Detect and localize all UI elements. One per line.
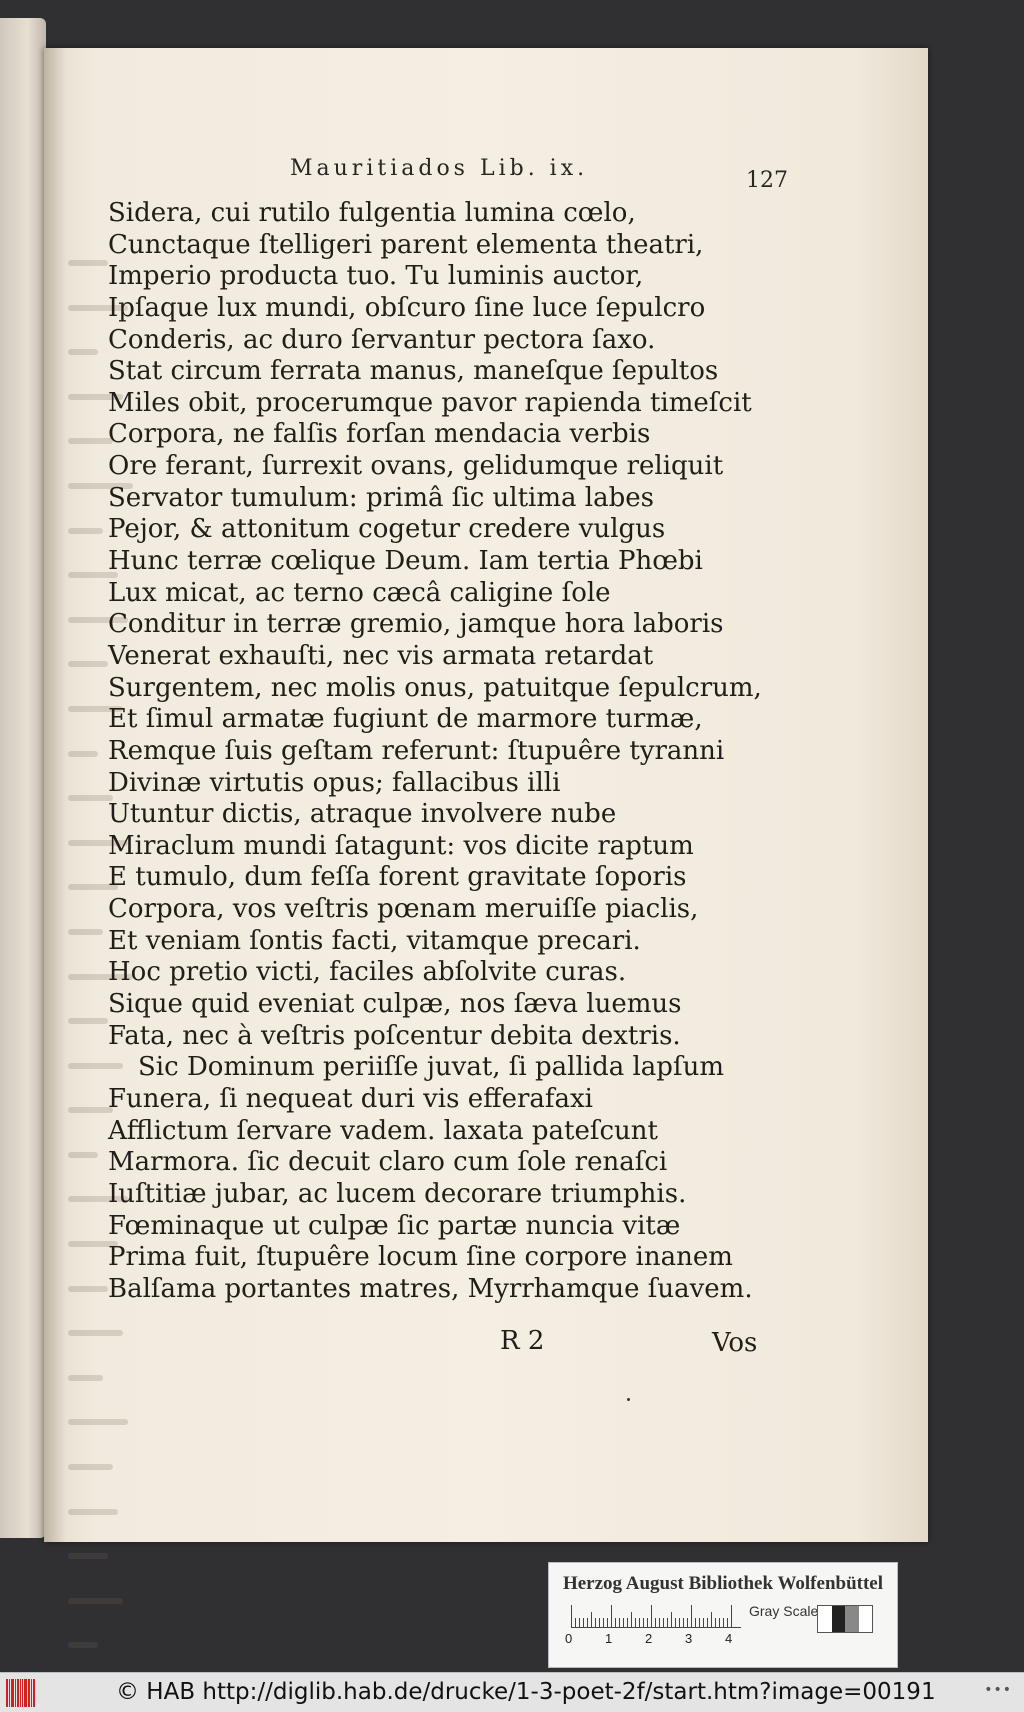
text-line: Conderis, ac duro ſervantur pectora ſaxo. bbox=[108, 324, 656, 355]
text-line: Remque ſuis geſtam referunt: ſtupuêre tyranni bbox=[108, 735, 725, 766]
text-line: Prima fuit, ſtupuêre locum ſine corpore inanem bbox=[108, 1242, 733, 1273]
text-line: Marmora. ſic decuit claro cum ſole renaſci bbox=[108, 1147, 668, 1178]
text-line: Corpora, ne falſis forſan mendacia verbis bbox=[108, 419, 651, 450]
cm-ruler bbox=[571, 1603, 741, 1628]
running-head: Mauritiados Lib. ix. bbox=[290, 156, 589, 181]
poem-text bbox=[108, 198, 768, 1305]
ruler-numbers bbox=[565, 1631, 785, 1649]
text-line: Sic Dominum periiſſe juvat, ſi pallida lapſum bbox=[138, 1052, 724, 1083]
more-dots-icon[interactable]: ••• bbox=[984, 1682, 1012, 1698]
text-line: Iuſtitiæ jubar, ac lucem decorare triumphis. bbox=[108, 1178, 687, 1209]
ruler-number: 0 bbox=[565, 1631, 573, 1646]
text-line: E tumulo, dum feſſa forent gravitate ſoporis bbox=[108, 862, 687, 893]
text-line: Divinæ virtutis opus; fallacibus illi bbox=[108, 767, 561, 798]
text-line: Imperio producta tuo. Tu luminis auctor, bbox=[108, 261, 644, 292]
text-line: Afflictum ſervare vadem. laxata pateſcunt bbox=[108, 1115, 658, 1146]
text-line: Conditur in terræ gremio, jamque hora laboris bbox=[108, 609, 724, 640]
text-line: Et veniam ſontis facti, vitamque precari. bbox=[108, 925, 641, 956]
text-line: Servator tumulum: primâ ſic ultima labes bbox=[108, 482, 654, 513]
ruler-number: 1 bbox=[605, 1631, 613, 1646]
page-number: 127 bbox=[746, 168, 788, 193]
text-line: Ipſaque lux mundi, obſcuro ſine luce ſepulcro bbox=[108, 292, 706, 323]
text-line: Venerat exhauſti, nec vis armata retardat bbox=[108, 640, 654, 671]
status-url-text[interactable]: © HAB http://diglib.hab.de/drucke/1-3-poet-2f/start.htm?image=00191 bbox=[116, 1679, 936, 1705]
text-line: Ore ferant, ſurrexit ovans, gelidumque reliquit bbox=[108, 451, 724, 482]
catchword: Vos bbox=[712, 1328, 758, 1358]
text-line: Et ſimul armatæ fugiunt de marmore turmæ, bbox=[108, 704, 703, 735]
gray-scale-bar bbox=[817, 1605, 873, 1633]
text-line: Fœminaque ut culpæ ſic partæ nuncia vitæ bbox=[108, 1210, 681, 1241]
text-line: Miraclum mundi ſatagunt: vos dicite raptum bbox=[108, 830, 694, 861]
text-line: Utuntur dictis, atraque involvere nube bbox=[108, 799, 617, 830]
text-line: Corpora, vos veſtris pœnam meruiſſe piaclis, bbox=[108, 894, 699, 925]
scale-card-title: Herzog August Bibliothek Wolfenbüttel bbox=[562, 1573, 884, 1594]
gutter-shadow bbox=[44, 48, 66, 1542]
text-line: Balſama portantes matres, Myrrhamque ſuavem. bbox=[108, 1273, 753, 1304]
text-line: Pejor, & attonitum cogetur credere vulgus bbox=[108, 514, 666, 545]
text-line: Stat circum ferrata manus, maneſque ſepultos bbox=[108, 356, 719, 387]
ruler-number: 3 bbox=[685, 1631, 693, 1646]
text-line: Sique quid eveniat culpæ, nos ſæva luemus bbox=[108, 989, 682, 1020]
ruler-number: 2 bbox=[645, 1631, 653, 1646]
facing-page-edge bbox=[0, 18, 46, 1538]
signature-mark: R 2 bbox=[500, 1326, 545, 1356]
text-line: Hunc terræ cœlique Deum. Iam tertia Phœbi bbox=[108, 546, 703, 577]
status-bar bbox=[0, 1672, 1024, 1712]
text-line: Hoc pretio victi, faciles abſolvite curas. bbox=[108, 957, 627, 988]
text-line: Sidera, cui rutilo fulgentia lumina cœlo, bbox=[108, 198, 636, 228]
text-line: Lux micat, ac terno cæcâ caligine ſole bbox=[108, 577, 611, 608]
text-line: Funera, ſi nequeat duri vis efferafaxi bbox=[108, 1083, 593, 1114]
text-line: Surgentem, nec molis onus, patuitque ſepulcrum, bbox=[108, 672, 762, 703]
text-line: Fata, nec à veſtris poſcentur debita dextris. bbox=[108, 1020, 681, 1051]
hab-barcode-icon bbox=[6, 1679, 46, 1707]
ruler-number: 4 bbox=[725, 1631, 733, 1646]
gray-scale-label: Gray Scale bbox=[749, 1603, 819, 1619]
ink-speck bbox=[627, 1398, 630, 1401]
text-line: Miles obit, procerumque pavor rapienda timeſcit bbox=[108, 387, 752, 418]
text-line: Cunctaque ſtelligeri parent elementa theatri, bbox=[108, 229, 704, 260]
color-scale-card bbox=[548, 1562, 898, 1668]
